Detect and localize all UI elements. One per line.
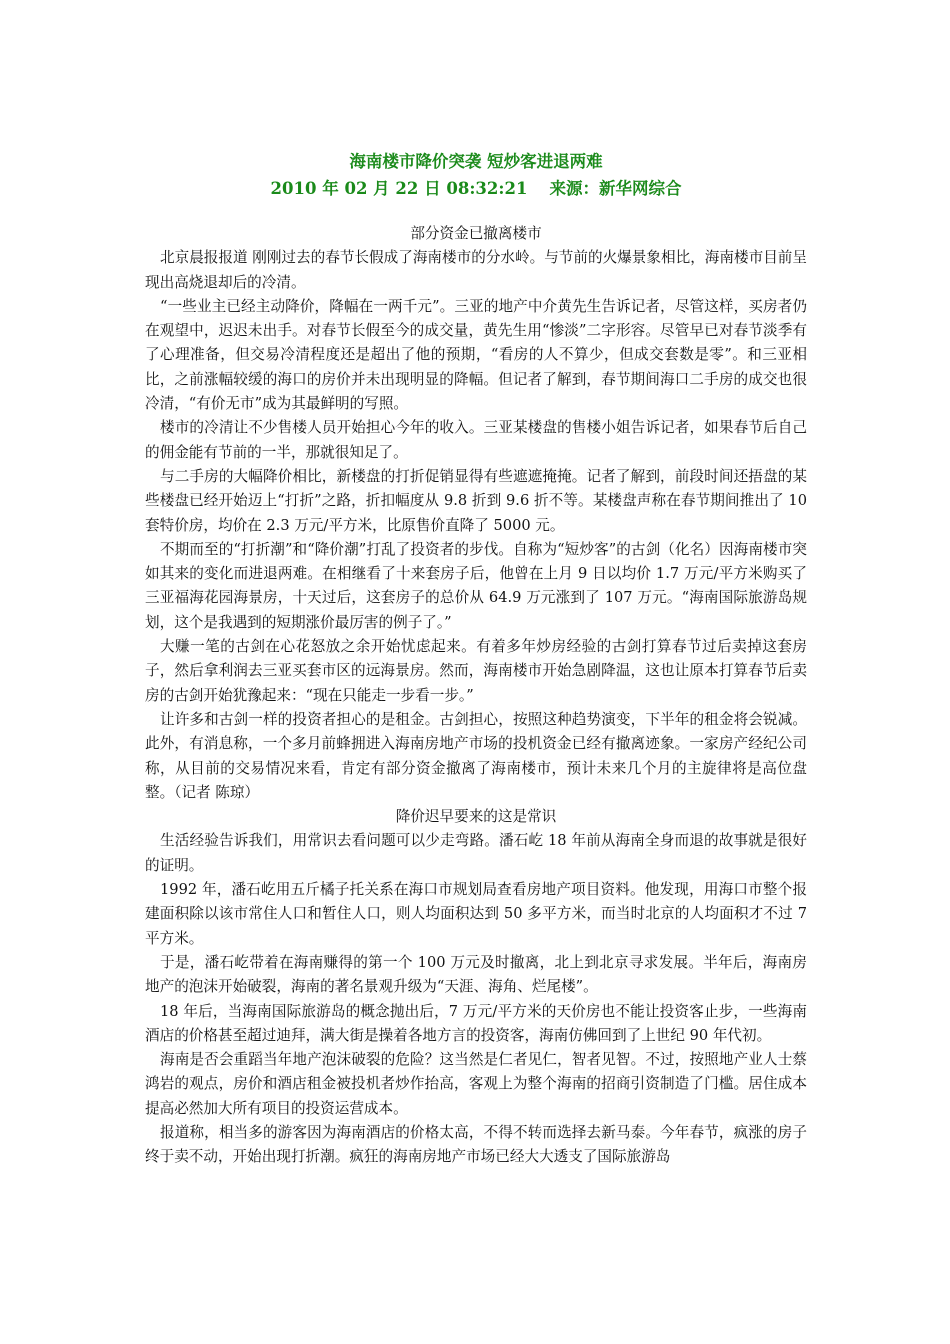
article-header [145,148,807,202]
title-spacer [145,202,807,222]
section-heading: 降价迟早要来的这是常识 [395,808,557,826]
article-source: 来源：新华网综合 [549,179,682,198]
article-title: 海南楼市降价突袭 短炒客进退两难 [349,152,603,171]
paragraph: 不期而至的“打折潮”和“降价潮”打乱了投资者的步伐。自称为“短炒客”的古剑（化名）因海南楼市突如其来的变化而进退两难。在相继看了十来套房子后，他曾在上月 9 日以均价 1.7 万元/平方米购买了三亚福海花园海景房，十天过后，这套房子的总价从 64.9 万元涨到了 107 万元。“海南国际旅游岛规划，这个是我遇到的短期涨价最厉害的例子了。” [145,540,807,631]
document-page [145,148,807,1170]
paragraph: 生活经验告诉我们，用常识去看问题可以少走弯路。潘石屹 18 年前从海南全身而退的故事就是很好的证明。 [145,832,807,874]
paragraph: 大赚一笔的古剑在心花怒放之余开始忧虑起来。有着多年炒房经验的古剑打算春节过后卖掉这套房子，然后拿利润去三亚买套市区的远海景房。然而，海南楼市开始急剧降温，这也让原本打算春节后卖房的古剑开始犹豫起来：“现在只能走一步看一步。” [145,638,807,704]
paragraph: 与二手房的大幅降价相比，新楼盘的打折促销显得有些遮遮掩掩。记者了解到，前段时间还捂盘的某些楼盘已经开始迈上“打折”之路，折扣幅度从 9.8 折到 9.6 折不等。某楼盘声称在春节期间推出了 10 套特价房，均价在 2.3 万元/平方米，比原售价直降了 5000 元。 [145,467,807,534]
section-2 [145,805,807,1169]
paragraph: 18 年后，当海南国际旅游岛的概念抛出后，7 万元/平方米的天价房也不能让投资客止步，一些海南酒店的价格甚至超过迪拜，满大街是操着各地方言的投资客，海南仿佛回到了上世纪 90 年代初。 [145,1002,807,1044]
paragraph: 1992 年，潘石屹用五斤橘子托关系在海口市规划局查看房地产项目资料。他发现，用海口市整个报建面积除以该市常住人口和暂住人口，则人均面积达到 50 多平方米，而当时北京的人均面积才不过 7 平方米。 [145,881,807,947]
paragraph: “一些业主已经主动降价，降幅在一两千元”。三亚的地产中介黄先生告诉记者，尽管这样，买房者仍在观望中，迟迟未出手。对春节长假至今的成交量，黄先生用“惨淡”二字形容。尽管早已对春节淡季有了心理准备，但交易冷清程度还是超出了他的预期，“看房的人不算少，但成交套数是零”。和三亚相比，之前涨幅较缓的海口的房价并未出现明显的降幅。但记者了解到，春节期间海口二手房的成交也很冷清，“有价无市”成为其最鲜明的写照。 [145,297,807,413]
section-1 [145,222,807,805]
section-heading: 部分资金已撤离楼市 [410,225,542,242]
paragraph: 楼市的冷清让不少售楼人员开始担心今年的收入。三亚某楼盘的售楼小姐告诉记者，如果春节后自己的佣金能有节前的一半，那就很知足了。 [145,419,807,461]
paragraph: 让许多和古剑一样的投资者担心的是租金。古剑担心，按照这种趋势演变，下半年的租金将会锐减。此外，有消息称，一个多月前蜂拥进入海南房地产市场的投机资金已经有撤离迹象。一家房产经纪公司称，从目前的交易情况来看，肯定有部分资金撤离了海南楼市，预计未来几个月的主旋律将是高位盘整。（记者 陈琼） [145,710,807,801]
article-meta [145,175,807,202]
paragraph: 北京晨报报道 刚刚过去的春节长假成了海南楼市的分水岭。与节前的火爆景象相比，海南楼市目前呈现出高烧退却后的冷清。 [145,249,807,291]
paragraph: 报道称，相当多的游客因为海南酒店的价格太高，不得不转而选择去新马泰。今年春节，疯涨的房子终于卖不动，开始出现打折潮。疯狂的海南房地产市场已经大大透支了国际旅游岛 [145,1123,807,1166]
paragraph: 海南是否会重蹈当年地产泡沫破裂的危险？这当然是仁者见仁，智者见智。不过，按照地产业人士蔡鸿岩的观点，房价和酒店租金被投机者炒作抬高，客观上为整个海南的招商引资制造了门槛。居住成本提高必然加大所有项目的投资运营成本。 [145,1051,807,1117]
article-date: 2010 年 02 月 22 日 08:32:21 [270,179,528,198]
paragraph: 于是，潘石屹带着在海南赚得的第一个 100 万元及时撤离，北上到北京寻求发展。半年后，海南房地产的泡沫开始破裂，海南的著名景观升级为“天涯、海角、烂尾楼”。 [145,953,807,996]
